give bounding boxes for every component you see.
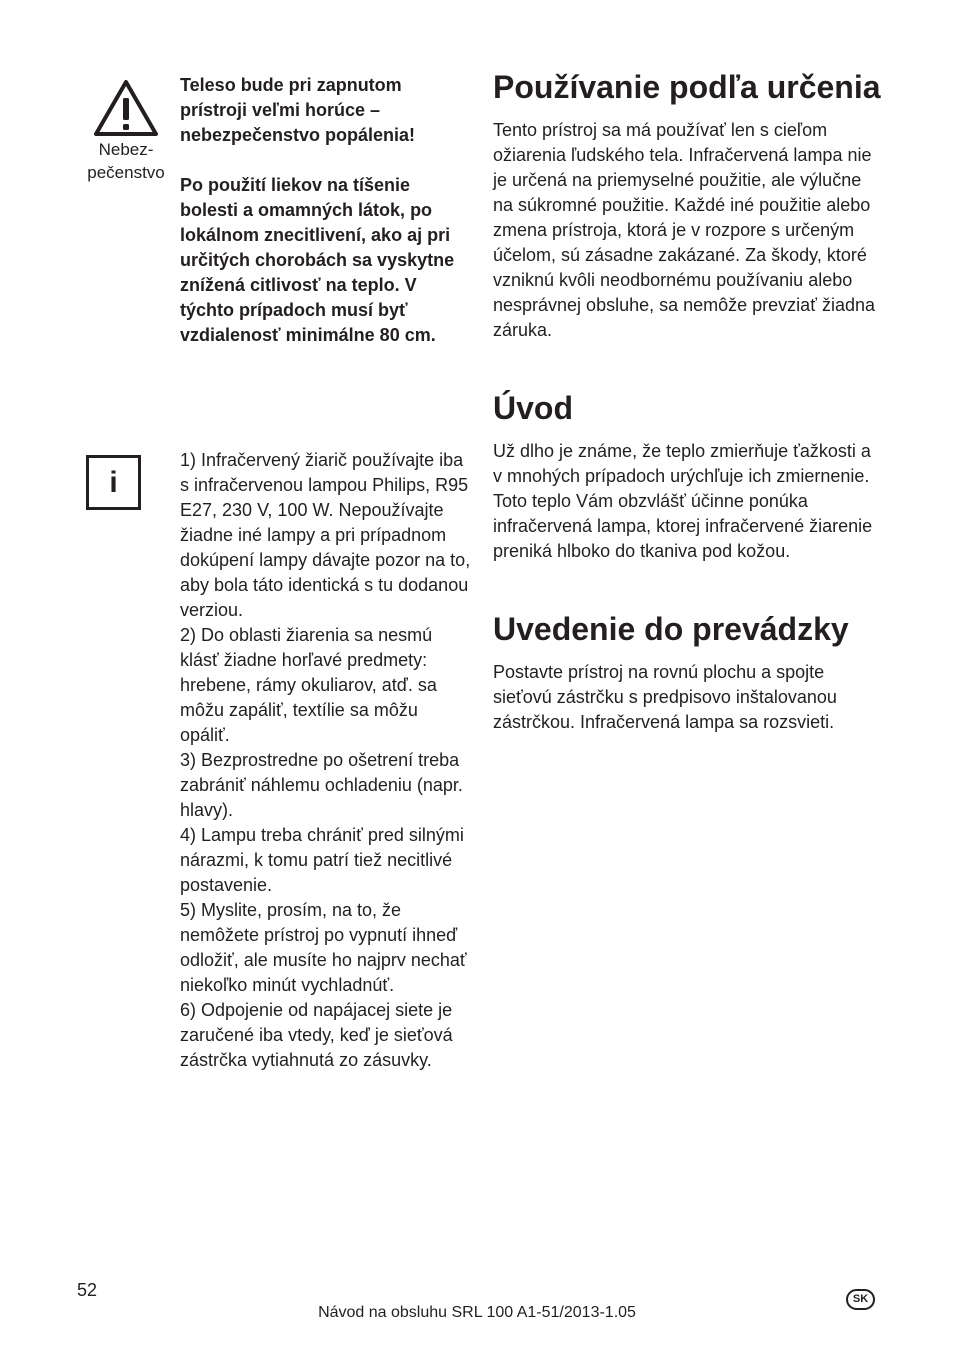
warning-triangle-icon [93,79,159,137]
info-icon: i [86,455,141,510]
section-introduction [493,389,883,564]
warning-paragraph: Teleso bude pri zapnutom prístroji veľmi horúce – nebezpečenstvo popálenia! [180,75,416,145]
warning-text [180,73,470,348]
right-column [493,68,883,735]
document-reference: Návod na obsluhu SRL 100 A1-51/2013-1.05 [318,1304,636,1321]
info-item: 3) Bezprostredne po ošetrení treba zabrániť náhlemu ochladeniu (napr. hlavy). [180,750,463,820]
section-intended-use [493,68,883,343]
section-body: Tento prístroj sa má používať len s cieľom ožiarenia ľudského tela. Infračervená lampa nie je určená na priemyselné použitie, ale výlučne na súkromné použitie. Každé iné použitie alebo zmena prístroja, ktorá je v rozpore s určeným účelom, sú zásadne zakázané. Za škody, ktoré vzniknú kvôli neodbornému používaniu alebo nesprávnej obsluhe, sa nemôže prevziať žiadna záruka. [493,120,875,340]
info-item: 2) Do oblasti žiarenia sa nesmú klásť žiadne horľavé predmety: hrebene, rámy okuliarov, atď. sa môžu zapáliť, textílie sa môžu opáliť. [180,625,437,745]
info-item: 6) Odpojenie od napájacej siete je zaručené iba vtedy, keď je sieťová zástrčka vytiahnutá zo zásuvky. [180,1000,453,1070]
warning-caption-line2: pečenstvo [87,163,165,182]
section-heading: Používanie podľa určenia [493,69,881,105]
section-heading: Uvedenie do prevádzky [493,611,849,647]
section-startup [493,610,883,735]
info-list [180,448,472,1073]
warning-paragraph: Po použití liekov na tíšenie bolesti a omamných látok, po lokálnom znecitlivení, ako aj pri určitých chorobách sa vyskytne znížená citlivosť na teplo. V týchto prípadoch musí byť vzdialenosť minimálne 80 cm. [180,175,455,345]
section-heading: Úvod [493,390,573,426]
language-badge: SK [846,1289,875,1310]
warning-caption [78,138,174,184]
warning-caption-line1: Nebez- [98,140,154,159]
info-item: 4) Lampu treba chrániť pred silnými nárazmi, k tomu patrí tiež necitlivé postavenie. [180,825,464,895]
section-body: Postavte prístroj na rovnú plochu a spojte sieťovú zástrčku s predpisovo inštalovanou zástrčkou. Infračervená lampa sa rozsvieti. [493,662,837,732]
info-item: 5) Myslite, prosím, na to, že nemôžete prístroj po vypnutí ihneď odložiť, ale musíte ho najprv nechať niekoľko minút vychladnúť. [180,900,467,995]
info-item: 1) Infračervený žiarič používajte iba s infračervenou lampou Philips, R95 E27, 230 V, 100 W. Nepoužívajte žiadne iné lampy a pri prípadnom dokúpení lampy dávajte pozor na to, aby bola táto identická s tu dodanou verziou. [180,450,471,620]
section-body: Už dlho je známe, že teplo zmierňuje ťažkosti a v mnohých prípadoch urýchľuje ich zmiernenie. Toto teplo Vám obzvlášť účinne ponúka infračervená lampa, ktorej infračervené žiarenie preniká hlboko do tkaniva pod kožou. [493,441,873,561]
page-number: 52 [77,1280,98,1300]
